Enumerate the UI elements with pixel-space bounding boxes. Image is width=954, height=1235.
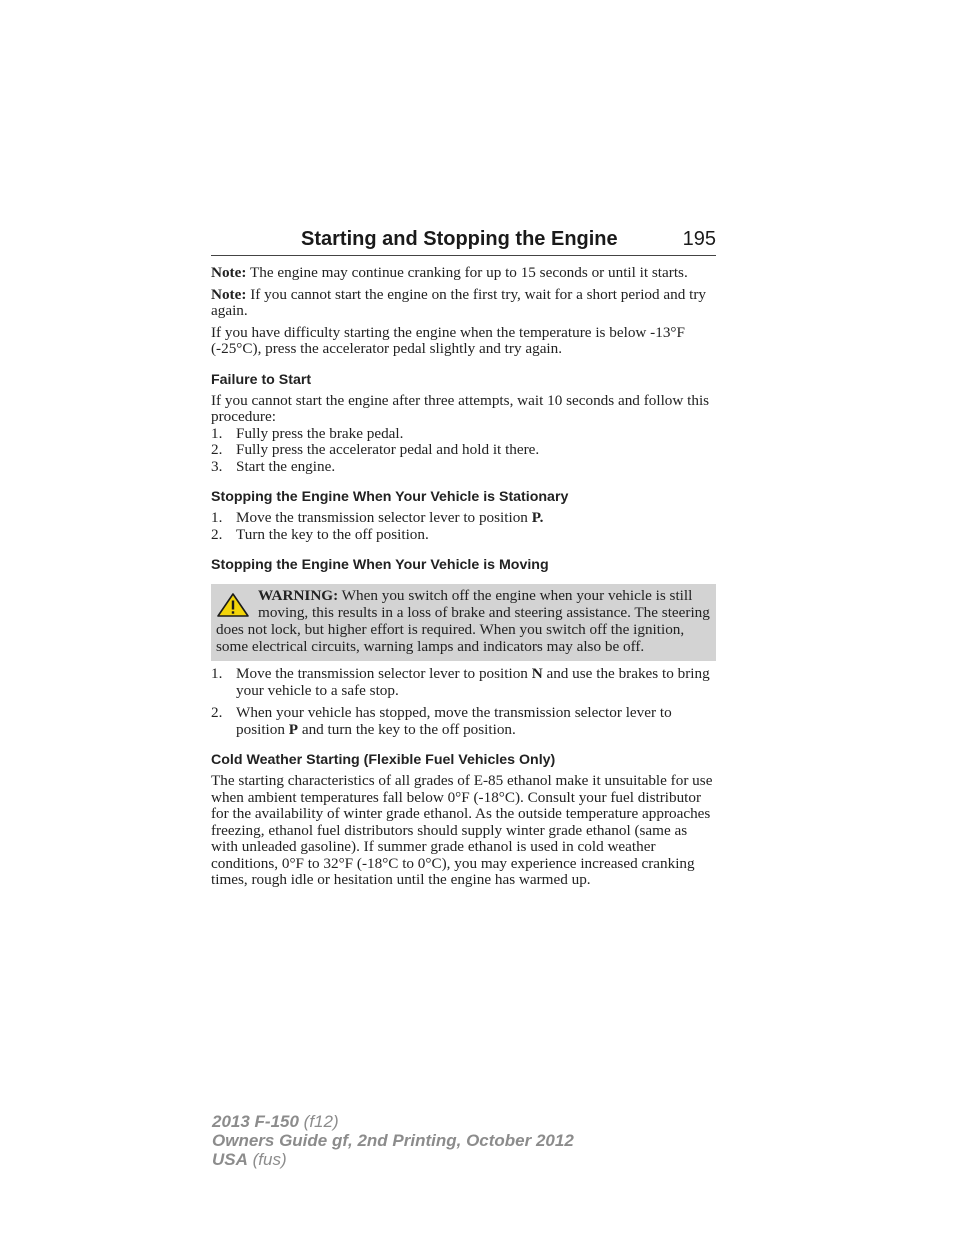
warning-label: WARNING: <box>258 587 339 604</box>
stationary-heading: Stopping the Engine When Your Vehicle is Stationary <box>211 489 569 505</box>
note-text: The engine may continue cranking for up to 15 seconds or until it starts. <box>246 264 688 281</box>
step-text <box>236 705 716 738</box>
footer-edition: Owners Guide gf, 2nd Printing, October 2012 <box>212 1131 574 1150</box>
step-text-part: Move the transmission selector lever to position <box>236 665 532 682</box>
step-number: 1. <box>211 509 223 526</box>
list-item <box>211 459 716 476</box>
failure-intro: If you cannot start the engine after three attempts, wait 10 seconds and follow this procedure: <box>211 391 710 425</box>
failure-heading: Failure to Start <box>211 371 312 388</box>
warning-text: When you switch off the engine when your vehicle is still moving, this results in a loss of brake and steering assistance. The steering does not lock, but higher effort is required. When you switch off the ignition, some electrical circuits, warning lamps and indicators may also be off. <box>216 587 710 655</box>
note-label: Note: <box>211 285 247 303</box>
moving-heading: Stopping the Engine When Your Vehicle is Moving <box>211 557 549 573</box>
step-text: Fully press the accelerator pedal and hold it there. <box>236 441 540 458</box>
gear-position: P <box>288 720 299 738</box>
note-paragraph <box>211 265 716 282</box>
step-text: Turn the key to the off position. <box>236 525 429 543</box>
moving-steps <box>211 666 716 738</box>
failure-steps <box>211 426 716 476</box>
note-text: If you cannot start the engine on the first try, wait for a short period and try again. <box>211 285 706 319</box>
cold-weather-text: The starting characteristics of all grades of E-85 ethanol make it unsuitable for use when ambient temperatures fall below 0°F (-18°C). Consult your fuel distributor for the availability of winter grade ethanol. As the outside temperature approaches freezing, ethanol fuel distributors should supply winter grade ethanol (same as with unleaded gasoline). If summer grade ethanol is used in cold weather conditions, 0°F to 32°F (-18°C to 0°C), you may experience increased cranking times, rough idle or hesitation until the engine has warmed up. <box>211 772 713 888</box>
list-item <box>211 510 716 527</box>
page-number: 195 <box>682 228 716 250</box>
step-text-part: and use the brakes to bring your vehicle to a safe stop. <box>236 665 710 699</box>
step-number: 2. <box>211 704 223 721</box>
step-number: 2. <box>211 441 223 458</box>
footer-code: (fus) <box>247 1150 287 1169</box>
page-footer <box>212 1112 574 1169</box>
footer-line <box>212 1112 574 1131</box>
page-header <box>211 228 716 256</box>
cold-weather-heading: Cold Weather Starting (Flexible Fuel Vehicles Only) <box>211 752 556 768</box>
step-text: Fully press the brake pedal. <box>236 424 404 442</box>
note-label: Note: <box>211 264 247 281</box>
step-number: 2. <box>211 525 223 543</box>
stationary-steps <box>211 510 716 543</box>
step-text-part: and turn the key to the off position. <box>298 720 516 738</box>
step-number: 1. <box>211 665 223 682</box>
list-item <box>211 705 716 738</box>
gear-position: N <box>531 665 543 682</box>
step-text <box>236 510 716 527</box>
list-item <box>211 527 716 544</box>
gear-position: P. <box>531 509 544 526</box>
manual-page <box>211 228 716 889</box>
footer-line <box>212 1150 574 1169</box>
step-text-part: When your vehicle has stopped, move the transmission selector lever to position <box>236 704 672 738</box>
step-text: Start the engine. <box>236 457 336 475</box>
footer-market: USA <box>212 1150 248 1169</box>
warning-triangle-icon <box>216 592 250 618</box>
note-paragraph <box>211 287 716 320</box>
step-text <box>236 666 716 699</box>
warning-box <box>211 584 716 661</box>
footer-code: (f12) <box>298 1112 339 1131</box>
list-item <box>211 442 716 459</box>
step-number: 1. <box>211 424 223 442</box>
section-title: Starting and Stopping the Engine <box>301 228 618 250</box>
step-number: 3. <box>211 457 223 475</box>
cold-temperature-paragraph: If you have difficulty starting the engine when the temperature is below -13°F (-25°C), press the accelerator pedal slightly and try again. <box>211 323 685 357</box>
list-item <box>211 426 716 443</box>
list-item <box>211 666 716 699</box>
step-text-part: Move the transmission selector lever to position <box>236 509 532 526</box>
footer-model: 2013 F-150 <box>212 1112 299 1131</box>
